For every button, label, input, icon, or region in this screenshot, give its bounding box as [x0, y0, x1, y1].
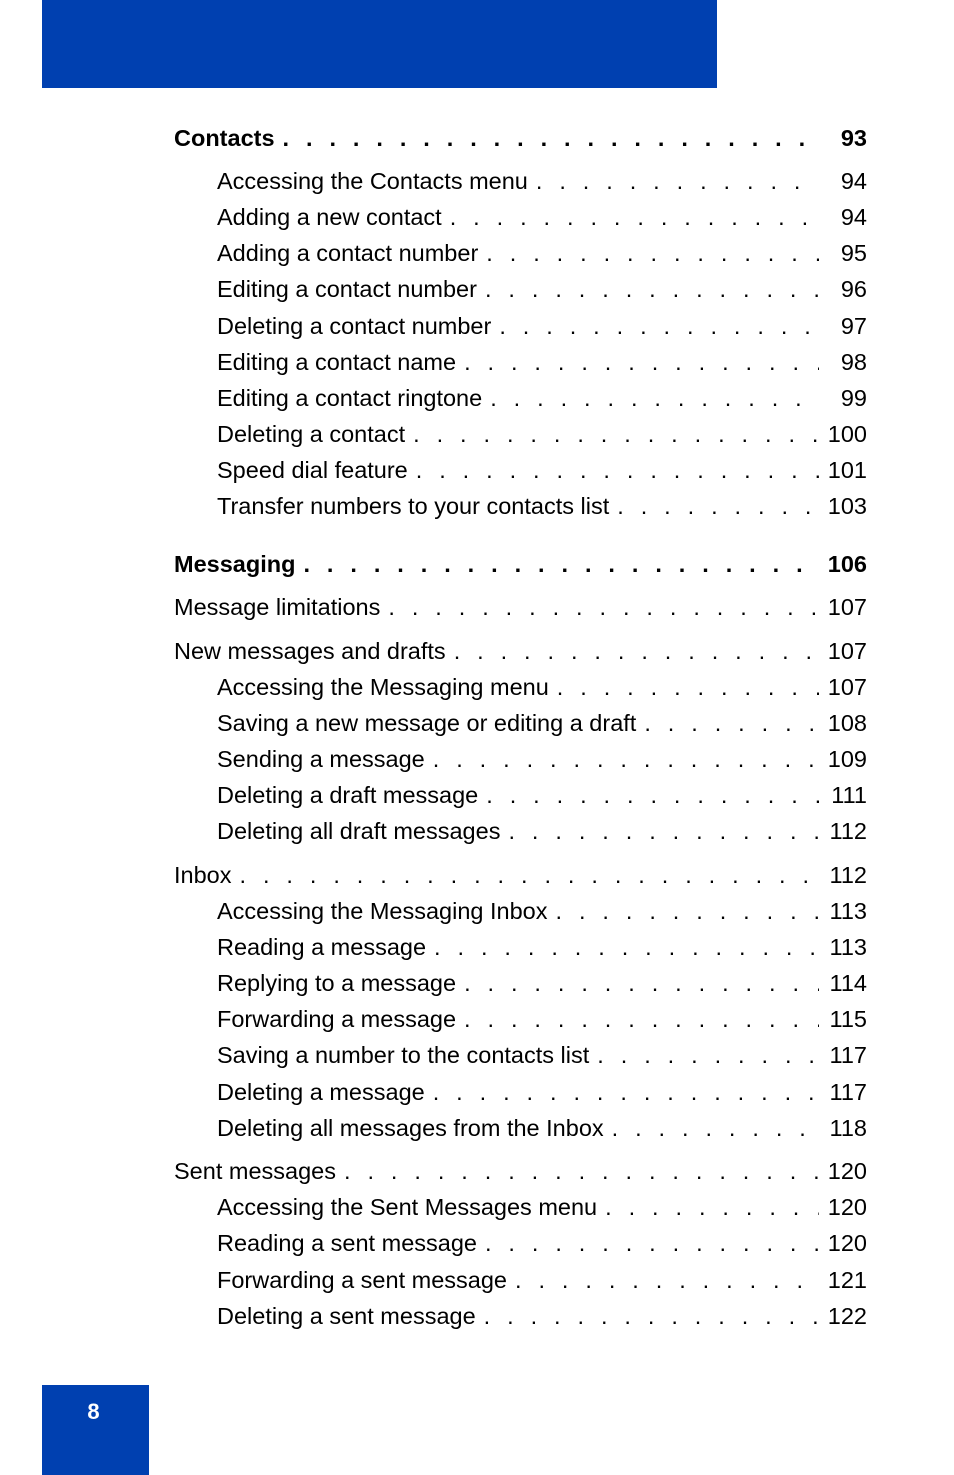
toc-entry[interactable] [217, 816, 867, 846]
toc-entry[interactable] [217, 744, 867, 774]
toc-entry-title: Editing a contact name [217, 349, 457, 375]
toc-dot-leader [556, 896, 820, 926]
toc-entry[interactable] [217, 896, 867, 926]
toc-entry-page: 111 [831, 782, 867, 808]
toc-entry-page: 114 [829, 970, 867, 996]
toc-entry[interactable] [217, 932, 867, 962]
toc-entry-page: 94 [840, 204, 867, 230]
toc-entry-title: Accessing the Contacts menu [217, 168, 528, 194]
toc-dot-leader [605, 1192, 819, 1222]
toc-entry[interactable] [217, 1301, 867, 1331]
toc-entry[interactable] [217, 1228, 867, 1258]
toc-dot-leader [508, 816, 819, 846]
toc-entry-title: Adding a new contact [217, 204, 442, 230]
toc-entry-page: 112 [829, 818, 867, 844]
toc-entry-title: Deleting all messages from the Inbox [217, 1115, 604, 1141]
toc-entry-title: Saving a number to the contacts list [217, 1042, 590, 1068]
toc-dot-leader [557, 672, 819, 702]
toc-dot-leader [490, 383, 819, 413]
toc-entry[interactable] [174, 123, 867, 153]
toc-entry[interactable] [217, 672, 867, 702]
page-number-badge [42, 1385, 149, 1475]
toc-entry-page: 98 [840, 349, 867, 375]
toc-dot-leader [499, 311, 819, 341]
toc-entry-page: 106 [827, 551, 867, 577]
toc-dot-leader [283, 123, 819, 153]
toc-entry-title: Messaging [174, 551, 296, 577]
toc-dot-leader [240, 860, 820, 890]
toc-entry-title: Replying to a message [217, 970, 457, 996]
toc-entry-page: 113 [829, 898, 867, 924]
toc-entry-title: Transfer numbers to your contacts list [217, 493, 610, 519]
toc-entry-title: Accessing the Messaging Inbox [217, 898, 548, 924]
toc-entry-page: 120 [827, 1194, 867, 1220]
toc-entry[interactable] [174, 549, 867, 579]
toc-dot-leader [644, 708, 819, 738]
toc-entry-page: 121 [827, 1267, 867, 1293]
toc-dot-leader [416, 455, 819, 485]
toc-entry-title: Deleting a sent message [217, 1303, 476, 1329]
toc-entry-page: 97 [840, 313, 867, 339]
toc-entry[interactable] [217, 491, 867, 521]
toc-entry-page: 107 [827, 638, 867, 664]
toc-entry-page: 120 [827, 1158, 867, 1184]
toc-entry[interactable] [217, 708, 867, 738]
toc-entry-title: Editing a contact ringtone [217, 385, 483, 411]
toc-entry-title: Editing a contact number [217, 276, 477, 302]
toc-entry[interactable] [174, 1156, 867, 1186]
toc-entry[interactable] [217, 347, 867, 377]
toc-dot-leader [413, 419, 819, 449]
toc-dot-leader [515, 1265, 819, 1295]
toc-dot-leader [344, 1156, 819, 1186]
toc-entry[interactable] [217, 1192, 867, 1222]
toc-entry-page: 103 [827, 493, 867, 519]
toc-entry[interactable] [217, 274, 867, 304]
toc-dot-leader [388, 592, 819, 622]
toc-entry-title: Inbox [174, 862, 232, 888]
toc-dot-leader [464, 968, 819, 998]
toc-entry-page: 113 [829, 934, 867, 960]
toc-dot-leader [433, 744, 819, 774]
toc-entry[interactable] [217, 238, 867, 268]
toc-dot-leader [303, 549, 819, 579]
toc-entry-page: 115 [829, 1006, 867, 1032]
page-number: 8 [87, 1399, 100, 1424]
toc-dot-leader [486, 780, 819, 810]
toc-entry[interactable] [217, 311, 867, 341]
toc-entry[interactable] [174, 636, 867, 666]
toc-entry-title: Deleting a draft message [217, 782, 479, 808]
toc-entry-page: 117 [829, 1079, 867, 1105]
toc-entry-page: 96 [840, 276, 867, 302]
toc-entry[interactable] [217, 383, 867, 413]
toc-entry-title: Speed dial feature [217, 457, 408, 483]
toc-entry-title: New messages and drafts [174, 638, 446, 664]
toc-entry-title: Sending a message [217, 746, 425, 772]
toc-entry[interactable] [217, 1040, 867, 1070]
toc-entry-title: Accessing the Sent Messages menu [217, 1194, 598, 1220]
toc-entry[interactable] [217, 780, 867, 810]
toc-entry[interactable] [174, 592, 867, 622]
toc-dot-leader [485, 274, 819, 304]
toc-entry-title: Sent messages [174, 1158, 336, 1184]
toc-dot-leader [433, 1077, 819, 1107]
toc-entry-page: 100 [827, 421, 867, 447]
toc-entry[interactable] [217, 968, 867, 998]
toc-dot-leader [464, 347, 819, 377]
toc-entry-title: Deleting a contact [217, 421, 406, 447]
toc-entry[interactable] [217, 419, 867, 449]
toc-entry[interactable] [217, 202, 867, 232]
toc-entry-page: 99 [840, 385, 867, 411]
toc-entry[interactable] [217, 1265, 867, 1295]
toc-entry-page: 118 [829, 1115, 867, 1141]
toc-dot-leader [617, 491, 819, 521]
toc-entry-page: 109 [827, 746, 867, 772]
toc-entry[interactable] [217, 1004, 867, 1034]
toc-entry-page: 107 [827, 674, 867, 700]
toc-entry-page: 120 [827, 1230, 867, 1256]
toc-entry-title: Forwarding a sent message [217, 1267, 507, 1293]
toc-dot-leader [454, 636, 819, 666]
toc-entry-title: Message limitations [174, 594, 381, 620]
toc-entry[interactable] [217, 166, 867, 196]
toc-entry-page: 117 [829, 1042, 867, 1068]
toc-entry-title: Deleting a message [217, 1079, 425, 1105]
toc-dot-leader [434, 932, 819, 962]
toc-entry[interactable] [174, 860, 867, 890]
toc-entry-page: 122 [827, 1303, 867, 1329]
toc-entry-title: Adding a contact number [217, 240, 479, 266]
toc-entry-title: Forwarding a message [217, 1006, 457, 1032]
toc-entry-page: 94 [840, 168, 867, 194]
toc-dot-leader [612, 1113, 819, 1143]
toc-entry-title: Saving a new message or editing a draft [217, 710, 637, 736]
toc-entry-title: Reading a message [217, 934, 427, 960]
toc-dot-leader [485, 1228, 819, 1258]
toc-entry-page: 107 [827, 594, 867, 620]
toc-entry-page: 101 [827, 457, 867, 483]
toc-dot-leader [450, 202, 819, 232]
toc-entry-page: 112 [829, 862, 867, 888]
toc-dot-leader [464, 1004, 819, 1034]
toc-entry-title: Deleting a contact number [217, 313, 492, 339]
toc-entry-title: Reading a sent message [217, 1230, 477, 1256]
toc-dot-leader [597, 1040, 819, 1070]
toc-entry-title: Accessing the Messaging menu [217, 674, 549, 700]
toc-entry-page: 108 [827, 710, 867, 736]
toc-entry-page: 95 [840, 240, 867, 266]
toc-entry[interactable] [217, 455, 867, 485]
toc-dot-leader [484, 1301, 819, 1331]
toc-entry-page: 93 [840, 125, 867, 151]
toc-entry[interactable] [217, 1113, 867, 1143]
toc-entry-title: Contacts [174, 125, 275, 151]
toc-entry-title: Deleting all draft messages [217, 818, 501, 844]
toc-dot-leader [536, 166, 819, 196]
toc-entry[interactable] [217, 1077, 867, 1107]
toc-dot-leader [486, 238, 819, 268]
